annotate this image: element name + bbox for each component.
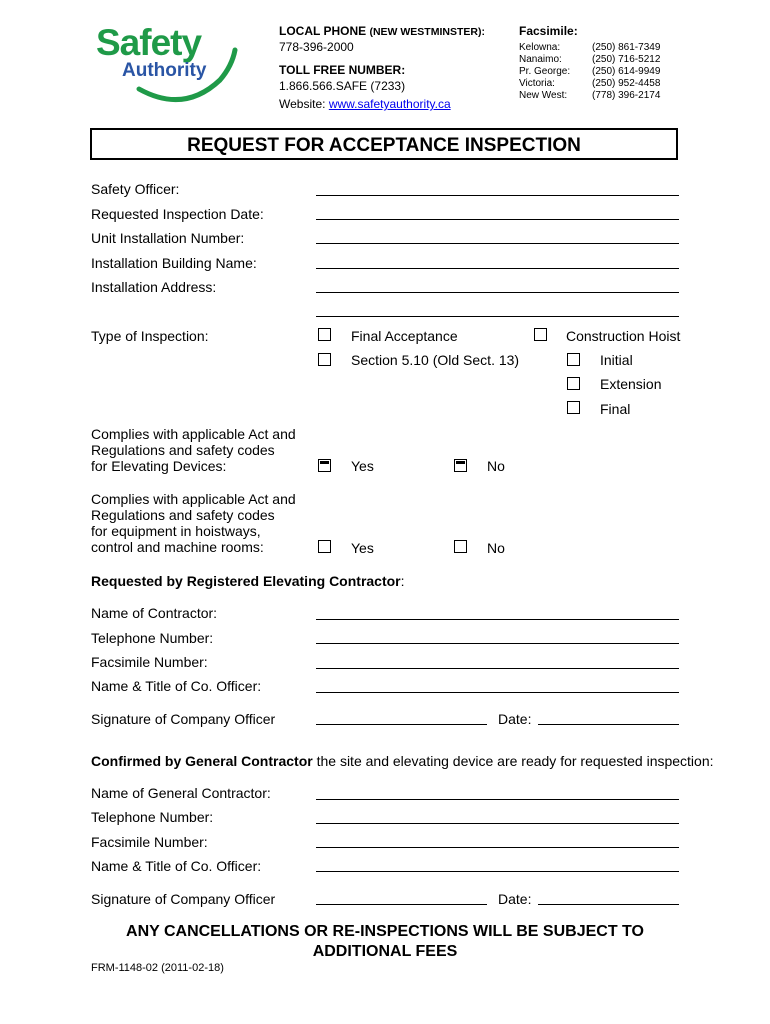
extension-label: Extension (600, 376, 662, 392)
complies2-line4: control and machine rooms: (91, 539, 264, 555)
page-title: REQUEST FOR ACCEPTANCE INSPECTION (187, 135, 581, 156)
inspection-date-field[interactable] (316, 219, 679, 220)
complies1-line1: Complies with applicable Act and (91, 426, 296, 442)
fax-city: Kelowna: (519, 42, 561, 53)
local-phone-heading (279, 24, 485, 38)
safety-authority-logo (92, 22, 242, 108)
complies2-yes-label: Yes (351, 540, 374, 556)
general-fax-field[interactable] (316, 847, 679, 848)
initial-checkbox[interactable] (567, 353, 580, 366)
logo-text-safety: Safety (96, 22, 202, 63)
website-link[interactable]: www.safetyauthority.ca (328, 97, 451, 111)
installation-address-label: Installation Address: (91, 279, 217, 295)
form-number: FRM-1148-02 (2011-02-18) (91, 962, 224, 974)
complies-elevating-devices-label (91, 426, 296, 474)
facsimile-label: Facsimile: (519, 24, 578, 38)
contractor-fax-label: Facsimile Number: (91, 654, 208, 670)
website-label: Website: (279, 97, 326, 111)
fax-number: (250) 614-9949 (592, 66, 661, 77)
fax-city: Nanaimo: (519, 54, 562, 65)
complies2-no-checkbox[interactable] (454, 540, 467, 553)
warning-line2: ADDITIONAL FEES (312, 943, 458, 960)
website-line (279, 97, 451, 111)
general-contractor-heading (91, 753, 714, 769)
toll-free-number: 1.866.566.SAFE (7233) (279, 79, 406, 93)
general-contractor-name-field[interactable] (316, 799, 679, 800)
final-acceptance-label: Final Acceptance (351, 328, 458, 344)
warning-line1: ANY CANCELLATIONS OR RE-INSPECTIONS WILL BE SUBJECT TO (126, 923, 644, 940)
contractor-heading-text: Requested by Registered Elevating Contractor (91, 573, 401, 589)
general-officer-label: Name & Title of Co. Officer: (91, 858, 262, 874)
contractor-fax-field[interactable] (316, 668, 679, 669)
contractor-date-label: Date: (498, 711, 532, 727)
extension-checkbox[interactable] (567, 377, 580, 390)
safety-officer-field[interactable] (316, 195, 679, 196)
installation-address-field-1[interactable] (316, 292, 679, 293)
general-date-field[interactable] (538, 904, 679, 905)
general-fax-label: Facsimile Number: (91, 834, 208, 850)
fax-number: (778) 396-2174 (592, 90, 661, 101)
contractor-telephone-field[interactable] (316, 643, 679, 644)
complies1-line2: Regulations and safety codes (91, 442, 275, 458)
complies-hoistways-label (91, 491, 296, 555)
general-heading-rest: the site and elevating device are ready for requested inspection: (312, 753, 714, 769)
contractor-signature-field[interactable] (316, 724, 487, 725)
general-heading-bold: Confirmed by General Contractor (91, 753, 313, 769)
fax-city: Victoria: (519, 78, 555, 89)
type-of-inspection-label: Type of Inspection: (91, 328, 209, 344)
fax-number: (250) 952-4458 (592, 78, 661, 89)
fax-number: (250) 861-7349 (592, 42, 661, 53)
inspection-date-label: Requested Inspection Date: (91, 206, 264, 222)
contractor-signature-label: Signature of Company Officer (91, 711, 276, 727)
contractor-heading (91, 573, 405, 589)
contractor-heading-colon: : (400, 573, 405, 589)
general-signature-label: Signature of Company Officer (91, 891, 276, 907)
building-name-field[interactable] (316, 268, 679, 269)
complies1-no-checkbox[interactable] (454, 459, 467, 472)
safety-officer-label: Safety Officer: (91, 181, 180, 197)
complies1-no-label: No (487, 458, 505, 474)
building-name-label: Installation Building Name: (91, 255, 257, 271)
complies1-line3: for Elevating Devices: (91, 458, 227, 474)
general-date-label: Date: (498, 891, 532, 907)
general-officer-field[interactable] (316, 871, 679, 872)
unit-number-field[interactable] (316, 243, 679, 244)
complies1-yes-checkbox[interactable] (318, 459, 331, 472)
section-510-label: Section 5.10 (Old Sect. 13) (351, 352, 520, 368)
general-telephone-label: Telephone Number: (91, 809, 214, 825)
contractor-telephone-label: Telephone Number: (91, 630, 214, 646)
complies2-line3: for equipment in hoistways, (91, 523, 261, 539)
title-box (90, 128, 678, 160)
general-signature-field[interactable] (316, 904, 487, 905)
contractor-date-field[interactable] (538, 724, 679, 725)
complies1-yes-label: Yes (351, 458, 374, 474)
final-label: Final (600, 401, 631, 417)
contractor-officer-label: Name & Title of Co. Officer: (91, 678, 262, 694)
construction-hoist-checkbox[interactable] (534, 328, 547, 341)
local-phone-number: 778-396-2000 (279, 40, 354, 54)
fax-city: New West: (519, 90, 568, 101)
complies2-line2: Regulations and safety codes (91, 507, 275, 523)
local-phone-qualifier: (NEW WESTMINSTER): (369, 26, 485, 38)
contractor-name-field[interactable] (316, 619, 679, 620)
toll-free-label: TOLL FREE NUMBER: (279, 63, 406, 77)
initial-label: Initial (600, 352, 633, 368)
final-acceptance-checkbox[interactable] (318, 328, 331, 341)
contractor-officer-field[interactable] (316, 692, 679, 693)
final-checkbox[interactable] (567, 401, 580, 414)
complies2-yes-checkbox[interactable] (318, 540, 331, 553)
installation-address-field-2[interactable] (316, 316, 679, 317)
section-510-checkbox[interactable] (318, 353, 331, 366)
complies2-no-label: No (487, 540, 505, 556)
complies2-line1: Complies with applicable Act and (91, 491, 296, 507)
logo-text-authority: Authority (122, 60, 207, 81)
local-phone-label: LOCAL PHONE (279, 24, 367, 38)
contractor-name-label: Name of Contractor: (91, 605, 218, 621)
fax-number: (250) 716-5212 (592, 54, 661, 65)
unit-number-label: Unit Installation Number: (91, 230, 245, 246)
general-contractor-name-label: Name of General Contractor: (91, 785, 271, 801)
general-telephone-field[interactable] (316, 823, 679, 824)
construction-hoist-label: Construction Hoist (566, 328, 681, 344)
cancellation-warning (0, 922, 770, 962)
fax-city: Pr. George: (519, 66, 571, 77)
